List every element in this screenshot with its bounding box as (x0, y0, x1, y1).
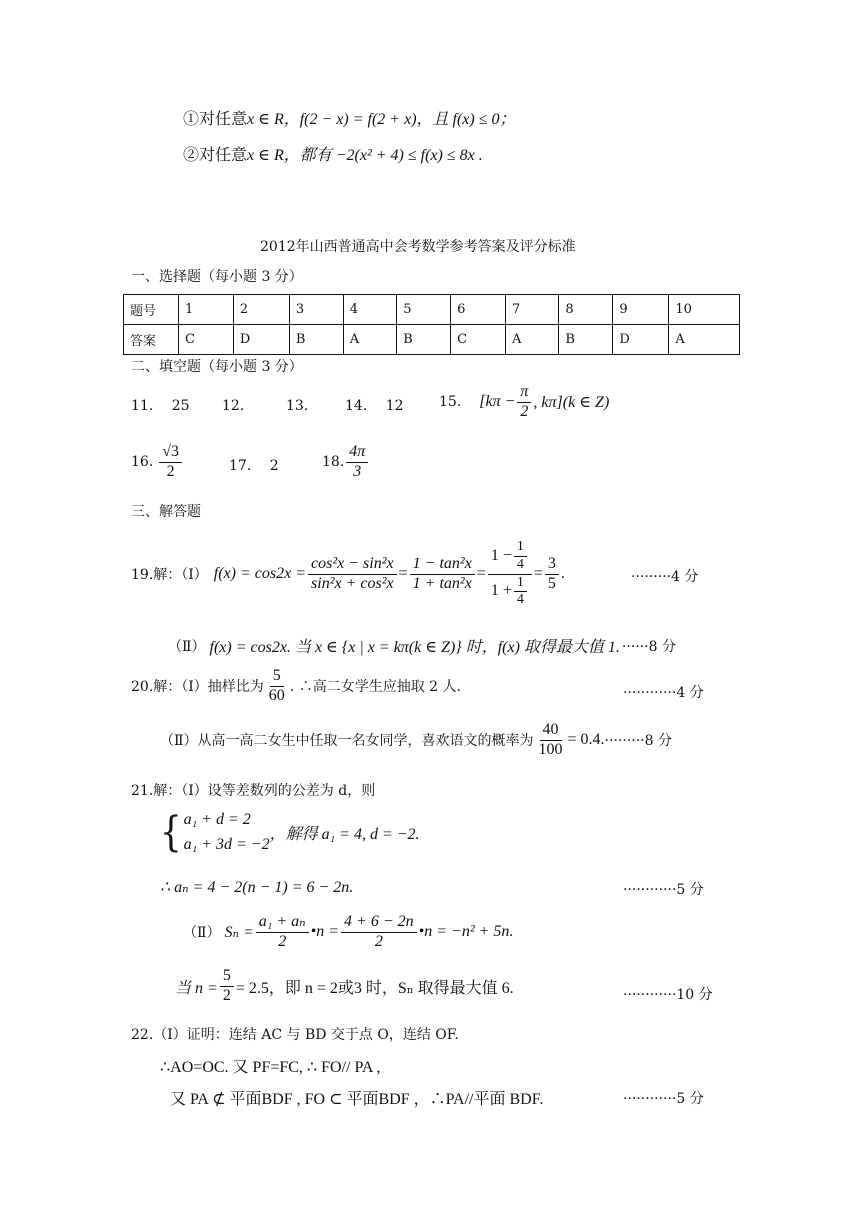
table-cell: 1 (179, 295, 234, 325)
fraction-numerator: 40 (540, 722, 562, 741)
equation: a₁ + 3d = −2 (183, 835, 270, 853)
fraction-numerator: 1 − tan²x (410, 556, 475, 575)
fraction (514, 576, 527, 608)
fill-answer-18 (322, 444, 370, 481)
text: = 0.4. (567, 731, 605, 749)
score-marker: ·········4 分 (631, 569, 699, 585)
q22-line-1: 22.（Ⅰ）证明：连结 AC 与 BD 交于点 O，连结 OF. (131, 1027, 459, 1043)
question-number: 11. (131, 398, 154, 414)
fraction (308, 556, 397, 593)
fraction (346, 444, 368, 481)
answer-value: 2 (269, 458, 279, 474)
q19-part2 (168, 634, 676, 657)
condition-2-prefix: ②对任意 (183, 147, 248, 164)
table-cell: A (343, 325, 396, 355)
fraction-denominator: 60 (268, 686, 285, 704)
text: ，解得 a₁ = 4, d = −2. (269, 826, 420, 844)
formula: 当 n = (175, 979, 218, 997)
answer-table (123, 294, 740, 355)
score-marker: ············10 分 (623, 987, 713, 1003)
table-cell: 5 (397, 295, 451, 325)
text: . ∴高二女学生应抽取 2 人. (289, 679, 461, 696)
table-cell: A (505, 325, 558, 355)
page-title: 2012年山西普通高中会考数学参考答案及评分标准 (260, 239, 576, 255)
equation: a₁ + d = 2 (183, 811, 251, 828)
score-marker: ············4 分 (623, 685, 704, 701)
fraction (159, 444, 182, 481)
q21-part2 (183, 914, 513, 951)
fill-answer-16 (131, 444, 184, 481)
fraction-numerator: 3 (545, 556, 559, 575)
fraction-denominator: 100 (538, 740, 563, 758)
fraction (536, 722, 566, 759)
table-cell: 2 (233, 295, 289, 325)
question-number: 14. (345, 398, 368, 414)
table-cell: 6 (451, 295, 506, 325)
fraction-numerator: 5 (220, 968, 234, 987)
question-label: 19.解：（Ⅰ） (131, 567, 208, 583)
question-number: 17. (229, 458, 252, 474)
fraction (545, 556, 559, 593)
table-cell: B (289, 325, 343, 355)
fraction (410, 556, 475, 593)
fill-answer-13: 13. (286, 398, 309, 414)
part-label: （Ⅱ） (183, 925, 221, 942)
fraction-denominator: 1 + tan²x (412, 574, 472, 592)
condition-1-math: x ∈ R，f(2 − x) = f(2 + x)，且 f(x) ≤ 0； (247, 111, 516, 128)
table-cell: 8 (559, 295, 613, 325)
answer-part: , kπ](k ∈ Z) (533, 394, 610, 412)
score-marker: ······8 分 (621, 638, 676, 655)
table-cell: D (613, 325, 669, 355)
table-row-answers (124, 325, 740, 355)
fraction-denominator: 5 (547, 574, 556, 592)
table-cell: C (179, 325, 234, 355)
fraction-denominator: 2 (166, 462, 175, 480)
fraction-numerator: 1 (514, 576, 527, 593)
fraction (256, 914, 309, 951)
question-number: 15. (439, 394, 462, 411)
section-heading-solve: 三、解答题 (131, 504, 201, 520)
brace-icon: { (160, 808, 182, 857)
q21-system (160, 808, 420, 858)
table-cell: 3 (289, 295, 343, 325)
fraction-numerator: 1 (514, 540, 527, 557)
q21-label: 21.解：（Ⅰ）设等差数列的公差为 d，则 (131, 783, 376, 799)
fraction (266, 668, 288, 705)
compound-fraction (488, 540, 532, 608)
fill-answer-12: 12. (222, 398, 245, 414)
text: 1 + (490, 582, 512, 600)
question-number: 16. (131, 454, 154, 471)
q21-when (175, 968, 514, 1005)
table-header-answer: 答案 (124, 325, 179, 355)
answer-value: 25 (171, 398, 190, 414)
condition-1-prefix: ①对任意 (183, 111, 248, 128)
text: （Ⅱ）从高一高二女生中任取一名女同学，喜欢语文的概率为 (160, 733, 534, 750)
fraction-denominator: 2 (222, 986, 231, 1004)
table-row-numbers (124, 295, 740, 325)
formula: •n = (310, 923, 340, 941)
fraction (341, 914, 417, 951)
fraction-denominator: 4 (516, 556, 524, 572)
formula: Sₙ = (224, 924, 254, 942)
table-cell: 4 (343, 295, 396, 325)
table-cell: 10 (669, 295, 740, 325)
fraction-numerator (488, 540, 532, 574)
fill-answer-14 (345, 398, 404, 414)
fraction-denominator: 3 (353, 462, 362, 480)
q22-line-3: 又 PA ⊄ 平面BDF , FO ⊂ 平面BDF ，∴PA//平面 BDF. (170, 1091, 544, 1108)
score-marker: ············5 分 (623, 1091, 704, 1107)
fraction (220, 968, 234, 1005)
score-marker: ·········8 分 (604, 733, 672, 750)
question-label: 20.解：（Ⅰ）抽样比为 (131, 679, 264, 696)
score-marker: ············5 分 (623, 882, 704, 898)
fraction-numerator: 5 (270, 668, 284, 687)
table-cell: D (233, 325, 289, 355)
fraction-denominator: 4 (516, 592, 524, 608)
fill-answer-11 (131, 398, 190, 414)
fraction (517, 384, 531, 421)
fraction-denominator: sin²x + cos²x (311, 574, 394, 592)
question-number: 18. (322, 454, 345, 471)
answer-value: 12 (385, 398, 404, 414)
answer-part: [kπ − (479, 393, 516, 411)
section-heading-choice: 一、选择题（每小题 3 分） (131, 269, 303, 285)
fraction-denominator: 2 (520, 402, 529, 420)
fraction-denominator: 2 (278, 932, 287, 950)
table-header-number: 题号 (124, 295, 179, 325)
q20-part1 (131, 668, 461, 705)
table-cell: 7 (505, 295, 558, 325)
table-cell: A (669, 325, 740, 355)
q20-part2 (160, 722, 672, 759)
q19-part1: 19.解：（Ⅰ） f(x) = cos2x = $\frac{\text{cos²x − sin²x}}{\text{sin²x + cos²x}}$ = $\frac{\text{1 − tan²x}}{\text{1 + tan²x}}$ = 1 − $\frac{1}{4}$ 1 + $\frac{1}{4}$ = $\frac{3}{5}$ . (131, 539, 565, 608)
fraction (514, 540, 527, 572)
table-cell: 9 (613, 295, 669, 325)
equation-system (184, 808, 270, 858)
table-cell: C (451, 325, 506, 355)
condition-2-math: x ∈ R，都有 −2(x² + 4) ≤ f(x) ≤ 8x . (247, 147, 483, 164)
text: 1 − (490, 546, 512, 564)
section-heading-fill: 二、填空题（每小题 3 分） (131, 359, 303, 375)
formula: f(x) = cos2x. 当 x ∈ {x | x = kπ(k ∈ Z)} 时，f(x) 取得最大值 1. (209, 639, 620, 656)
table-cell: B (559, 325, 613, 355)
q21-an: ∴ aₙ = 4 − 2(n − 1) = 6 − 2n. (160, 879, 354, 896)
formula: f(x) = cos2x = (213, 565, 307, 582)
fraction-denominator: 2 (374, 932, 383, 950)
condition-1 (183, 106, 516, 129)
condition-2 (183, 142, 483, 165)
text: = 2.5，即 n = 2或3 时，Sₙ 取得最大值 6. (235, 979, 514, 997)
fill-answer-17 (229, 458, 279, 474)
fraction-numerator: 4π (346, 444, 368, 463)
fraction-numerator: 4 + 6 − 2n (341, 914, 417, 933)
fraction-denominator (488, 575, 532, 608)
q22-line-2: ∴AO=OC. 又 PF=FC, ∴ FO// PA , (160, 1059, 381, 1076)
fill-answer-15 (439, 384, 609, 421)
part-label: （Ⅱ） (168, 638, 206, 655)
fraction-numerator: cos²x − sin²x (308, 556, 397, 575)
fraction-numerator: √3 (159, 444, 182, 463)
formula: •n = −n² + 5n. (418, 923, 514, 941)
fraction-numerator: π (517, 384, 531, 403)
table-cell: B (397, 325, 451, 355)
fraction-numerator: a₁ + aₙ (256, 914, 309, 933)
